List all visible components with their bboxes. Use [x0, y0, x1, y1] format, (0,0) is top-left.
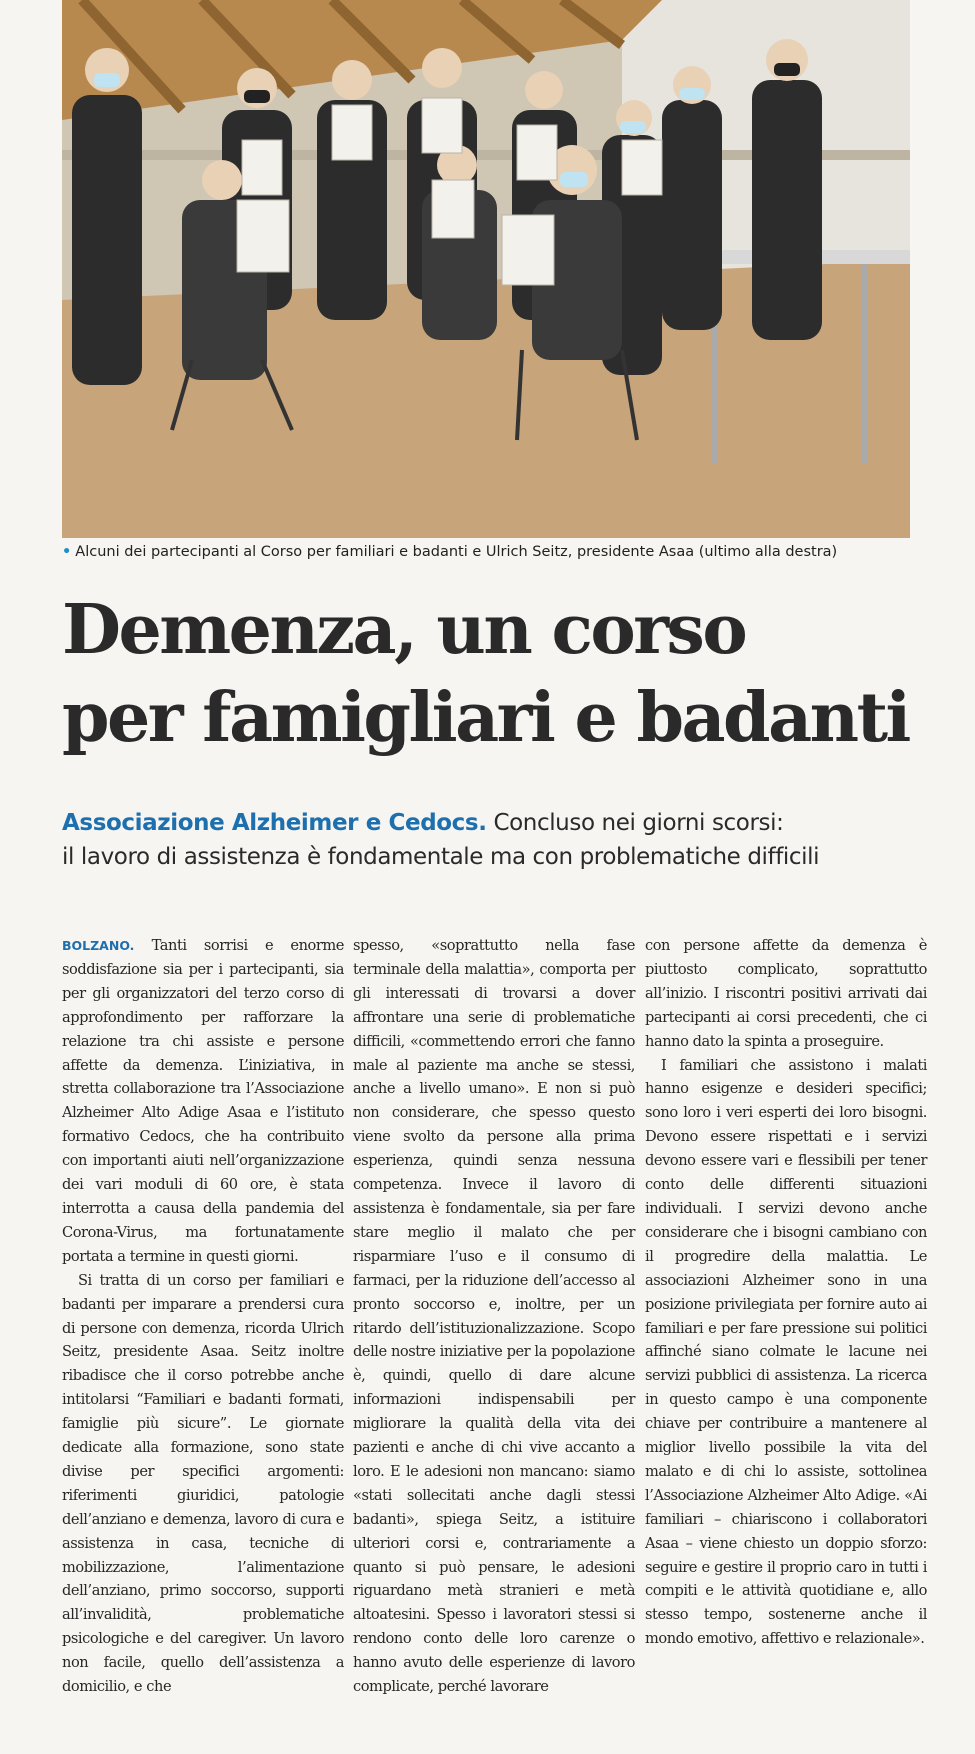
subheading-kicker: Associazione Alzheimer e Cedocs.	[62, 810, 487, 836]
caption-bullet-icon: •	[62, 544, 72, 560]
headline-line-2: per famigliari e badanti	[62, 678, 909, 758]
caption-text: Alcuni dei partecipanti al Corso per familiari e badanti e Ulrich Seitz, presidente Asaa (ultimo alla destra)	[75, 544, 838, 560]
article-column-1	[62, 934, 344, 1699]
paragraph-text: Tanti sorrisi e enorme soddisfazione sia per i partecipanti, sia per gli organizzatori del terzo corso di approfondimento per rafforzare la relazione tra chi assiste e persone affette da demenza. L’iniziativa, in stretta collaborazione tra l’Associazione Alzheimer Alto Adige Asaa e l’istituto formativo Cedocs, che ha contribuito con importanti aiuti nell’organizzazione dei vari moduli di 60 ore, è stata interrotta a causa della pandemia del Corona-Virus, ma fortunatamente portata a termine in questi giorni.	[62, 937, 344, 1265]
article-paragraph: spesso, «soprattutto nella fase terminale della malattia», comporta per gli interessati di trovarsi a dover affrontare una serie di problematiche difficili, «commettendo errori che fanno male al paziente ma anche se stessi, anche a livello umano». E non si può non considerare, che spesso questo viene svolto da persone alla prima esperienza, quindi senza nessuna competenza. Invece il lavoro di assistenza è fondamentale, sia per fare stare meglio il malato che per risparmiare l’uso e il consumo di farmaci, per la riduzione dell’accesso al pronto soccorso e, inoltre, per un ritardo dell’istituzionalizzazione. Scopo delle nostre iniziative per la popolazione è, quindi, quello di dare alcune informazioni indispensabili per migliorare la qualità della vita dei pazienti e anche di chi vive accanto a loro. E le adesioni non mancano: siamo «stati sollecitati anche dagli stessi badanti», spiega Seitz, a istituire ulteriori corsi e, contrariamente a quanto si può pensare, le adesioni riguardano metà stranieri e metà altoatesini. Spesso i lavoratori stessi si rendono conto delle loro carenze o hanno avuto delle esperienze di lavoro complicate, perché lavorare	[353, 937, 635, 1696]
subheading-line-2: il lavoro di assistenza è fondamentale ma con problematiche difficili	[62, 844, 820, 870]
subheading-line-1	[62, 806, 942, 840]
dateline: BOLZANO.	[62, 938, 135, 953]
article-paragraph: I familiari che assistono i malati hanno esigenze e desideri specifici; sono loro i veri esperti dei loro bisogni. Devono essere rispettati e i servizi devono essere vari e flessibili per tener conto delle differenti situazioni individuali. I servizi devono anche considerare che i bisogni cambiano con il progredire della malattia. Le associazioni Alzheimer sono in una posizione privilegiata per fornire auto ai familiari e per fare pressione sui politici affinché siano colmate le lacune nei servizi pubblici di assistenza. La ricerca in questo campo è una componente chiave per contribuire a mantenere al miglior livello possibile la vita del malato e di chi lo assiste, sottolinea l’Associazione Alzheimer Alto Adige. «Ai familiari – chiariscono i collaboratori Asaa – viene chiesto un doppio sforzo: seguire e gestire il proprio caro in tutti i compiti e le attività quotidiane e, allo stesso tempo, sostenerne anche il mondo emotivo, affettivo e relazionale».	[645, 1056, 927, 1648]
photo-caption	[62, 544, 942, 560]
article-paragraph: Si tratta di un corso per familiari e badanti per imparare a prendersi cura di persone con demenza, ricorda Ulrich Seitz, presidente Asaa. Seitz inoltre ribadisce che il corso potrebbe anche intitolarsi “Familiari e badanti formati, famiglie più sicure”. Le giornate dedicate alla formazione, sono state divise per specifici argomenti: riferimenti giuridici, patologie dell’anziano e demenza, lavoro di cura e assistenza in casa, tecniche di mobilizzazione, l’alimentazione dell’anziano, primo soccorso, supporti all’invalidità, problematiche psicologiche e del caregiver. Un lavoro non facile, quello dell’assistenza a domicilio, e che	[62, 1271, 344, 1696]
headline-line-1: Demenza, un corso	[62, 590, 746, 670]
group-photo-icon	[62, 0, 910, 538]
article-column-3	[645, 934, 927, 1651]
headline	[62, 586, 942, 762]
subheading	[62, 806, 942, 874]
subheading-line-1-rest: Concluso nei giorni scorsi:	[486, 810, 784, 836]
article-paragraph	[62, 934, 344, 1269]
article-paragraph: con persone affette da demenza è piuttosto complicato, soprattutto all’inizio. I riscontri positivi arrivati dai partecipanti ai corsi precedenti, che ci hanno dato la spinta a proseguire.	[645, 937, 927, 1050]
article-column-2	[353, 934, 635, 1699]
group-photo	[62, 0, 910, 538]
